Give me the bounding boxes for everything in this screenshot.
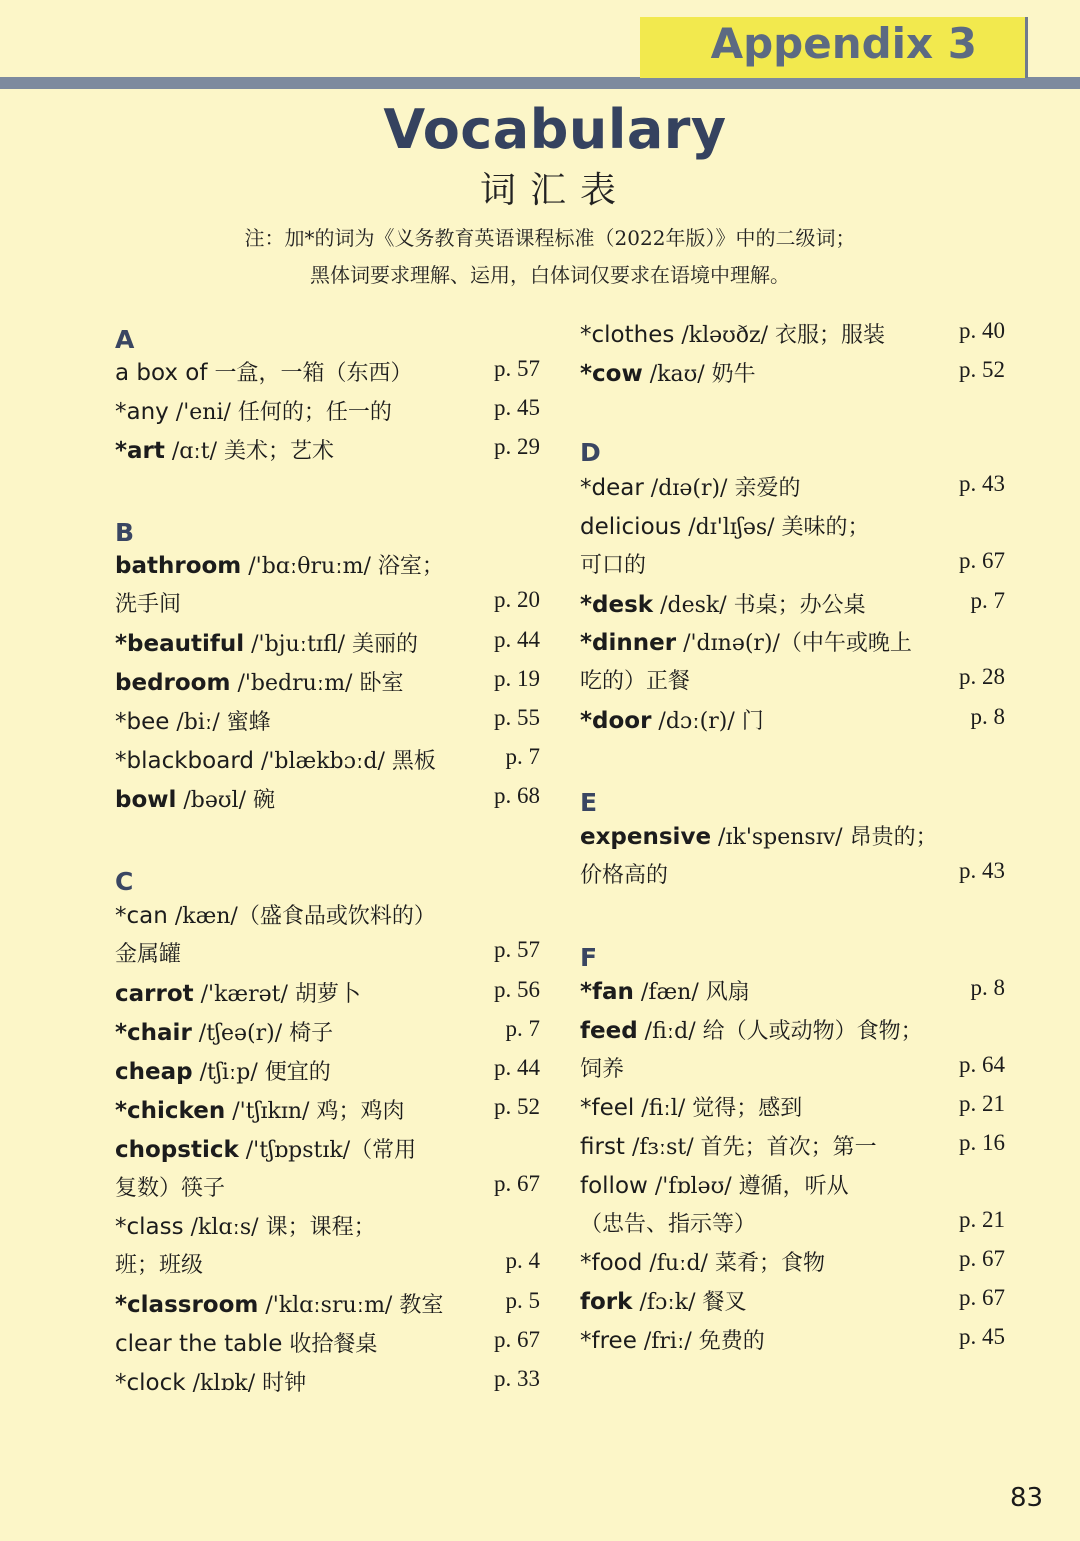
- entry-word: cheap: [115, 1059, 193, 1085]
- entry-line: [580, 820, 1005, 851]
- entry-page-ref: p. 8: [970, 704, 1005, 729]
- entry-definition: /fuːd/ 菜肴；食物: [642, 1251, 825, 1276]
- entry-word: bathroom: [115, 553, 242, 579]
- entry-definition: /'bedruːm/ 卧室: [230, 671, 404, 696]
- entry-definition: /desk/ 书桌；办公桌: [653, 593, 866, 618]
- entry-definition: /kæn/（盛食品或饮料的）: [167, 904, 436, 929]
- entry-page-ref: p. 16: [959, 1130, 1005, 1155]
- entry-line: [115, 744, 540, 775]
- appendix-label: Appendix 3: [710, 19, 977, 68]
- vocab-entry: [115, 1133, 540, 1201]
- entry-definition: /'eni/ 任何的；任一的: [168, 400, 392, 425]
- entry-line: [580, 1285, 1005, 1316]
- entry-word: bedroom: [115, 670, 231, 696]
- entry-line: [115, 1210, 540, 1241]
- vocab-entry: [580, 357, 1005, 393]
- entry-line: [115, 666, 540, 697]
- entry-line: [580, 1130, 1005, 1161]
- entry-definition: /ɑːt/ 美术；艺术: [164, 439, 335, 464]
- entry-page-ref: p. 20: [494, 587, 540, 612]
- entry-page-ref: p. 28: [959, 664, 1005, 689]
- entry-page-ref: p. 7: [505, 744, 540, 769]
- entry-page-ref: p. 67: [959, 1246, 1005, 1271]
- header-rule: [0, 77, 1080, 89]
- entry-definition: /fɔːk/ 餐叉: [632, 1290, 747, 1315]
- entry-definition: 收拾餐桌: [282, 1332, 378, 1357]
- entry-line: [115, 1133, 540, 1164]
- entry-word: *dinner: [580, 630, 677, 656]
- entry-word: *food: [580, 1250, 643, 1276]
- vocab-entry: [580, 820, 1005, 888]
- entry-definition: /dɪ'lɪʃəs/ 美味的；: [681, 515, 870, 540]
- entry-definition: /'bjuːtɪfl/ 美丽的: [244, 632, 419, 657]
- entry-page-ref: p. 43: [959, 471, 1005, 496]
- entry-definition: /kləʊðz/ 衣服；服装: [674, 323, 886, 348]
- section-letter: D: [580, 438, 601, 467]
- entry-page-ref: p. 8: [970, 975, 1005, 1000]
- vocab-entry: [115, 356, 540, 392]
- entry-line: [580, 510, 1005, 541]
- entry-page-ref: p. 21: [959, 1207, 1005, 1232]
- entry-page-ref: p. 45: [959, 1324, 1005, 1349]
- vocab-entry: [580, 1169, 1005, 1237]
- vocab-entry: [580, 1324, 1005, 1360]
- entry-line: [580, 1169, 1005, 1200]
- entry-line: [115, 705, 540, 736]
- entry-page-ref: p. 57: [494, 937, 540, 962]
- entry-definition: /biː/ 蜜蜂: [169, 710, 271, 735]
- entry-page-ref: p. 44: [494, 627, 540, 652]
- entry-page-ref: p. 45: [494, 395, 540, 420]
- entry-page-ref: p. 68: [494, 783, 540, 808]
- entry-definition: 一盒，一箱（东西）: [207, 361, 413, 386]
- entry-page-ref: p. 52: [959, 357, 1005, 382]
- entry-definition: /'kærət/ 胡萝卜: [193, 982, 361, 1007]
- entry-line: [115, 395, 540, 426]
- entry-page-ref: p. 67: [494, 1171, 540, 1196]
- entry-word: *chair: [115, 1020, 192, 1046]
- vocab-entry: [580, 1130, 1005, 1166]
- entry-line: [580, 471, 1005, 502]
- section-letter: A: [115, 325, 135, 354]
- entry-definition: /dɪə(r)/ 亲爱的: [643, 476, 801, 501]
- entry-line: [580, 1324, 1005, 1355]
- entry-line: [580, 975, 1005, 1006]
- entry-definition: /fæn/ 风扇: [633, 980, 750, 1005]
- entry-word: *door: [580, 708, 652, 734]
- entry-page-ref: p. 21: [959, 1091, 1005, 1116]
- entry-page-ref: p. 44: [494, 1055, 540, 1080]
- entry-definition: /'blækbɔːd/ 黑板: [253, 749, 436, 774]
- entry-definition-continued: 班；班级: [115, 1253, 204, 1278]
- vocab-entry: [580, 471, 1005, 507]
- entry-word: delicious: [580, 514, 682, 540]
- entry-page-ref: p. 64: [959, 1052, 1005, 1077]
- entry-word: *any: [115, 399, 169, 425]
- entry-definition-continued: 吃的）正餐: [580, 669, 691, 694]
- vocab-entry: [580, 1091, 1005, 1127]
- entry-word: expensive: [580, 824, 712, 850]
- vocab-entry: [580, 510, 1005, 578]
- entry-word: carrot: [115, 981, 194, 1007]
- entry-word: *free: [580, 1328, 637, 1354]
- entry-word: *desk: [580, 592, 654, 618]
- entry-definition: /'tʃɒpstɪk/（常用: [238, 1138, 417, 1163]
- entry-word: *bee: [115, 709, 170, 735]
- vocab-entry: [115, 783, 540, 819]
- entry-page-ref: p. 5: [505, 1288, 540, 1313]
- entry-line: [115, 1288, 540, 1319]
- vocab-entry: [580, 1285, 1005, 1321]
- vocab-entry: [580, 1014, 1005, 1082]
- entry-definition: /bəʊl/ 碗: [176, 788, 275, 813]
- vocab-entry: [115, 1094, 540, 1130]
- entry-page-ref: p. 67: [959, 1285, 1005, 1310]
- entry-word: *beautiful: [115, 631, 245, 657]
- entry-definition-continued: 可口的: [580, 553, 647, 578]
- vocab-entry: [115, 395, 540, 431]
- entry-word: *classroom: [115, 1292, 259, 1318]
- entry-line: [580, 318, 1005, 349]
- entry-definition-continued: 价格高的: [580, 863, 669, 888]
- entry-definition: /dɔː(r)/ 门: [651, 709, 764, 734]
- entry-word: *fan: [580, 979, 634, 1005]
- section-letter: F: [580, 943, 598, 972]
- entry-word: first: [580, 1134, 625, 1160]
- entry-page-ref: p. 52: [494, 1094, 540, 1119]
- entry-definition: /tʃeə(r)/ 椅子: [191, 1021, 334, 1046]
- vocab-entry: [115, 1055, 540, 1091]
- entry-definition: /kaʊ/ 奶牛: [642, 362, 756, 387]
- entry-word: follow: [580, 1173, 648, 1199]
- entry-line: [580, 1091, 1005, 1122]
- vocab-entry: [115, 1327, 540, 1363]
- entry-page-ref: p. 4: [505, 1248, 540, 1273]
- section-letter: E: [580, 788, 598, 817]
- vocab-entry: [115, 666, 540, 702]
- entry-definition-continued: 洗手间: [115, 592, 182, 617]
- entry-definition: /fiːl/ 觉得；感到: [634, 1096, 803, 1121]
- entry-line: [115, 434, 540, 465]
- appendix-tab: [640, 17, 1025, 78]
- entry-line: [580, 1246, 1005, 1277]
- entry-line: [115, 977, 540, 1008]
- vocab-entry: [115, 744, 540, 780]
- entry-line: [115, 1366, 540, 1397]
- entry-page-ref: p. 29: [494, 434, 540, 459]
- entry-word: bowl: [115, 787, 177, 813]
- entry-definition: /'fɒləʊ/ 遵循，听从: [647, 1174, 849, 1199]
- entry-definition: /'klɑːsruːm/ 教室: [258, 1293, 444, 1318]
- vocab-entry: [115, 977, 540, 1013]
- entry-page-ref: p. 67: [494, 1327, 540, 1352]
- page-title: Vocabulary: [383, 98, 727, 161]
- vocab-entry: [115, 1016, 540, 1052]
- entry-definition-continued: 复数）筷子: [115, 1176, 226, 1201]
- entry-page-ref: p. 7: [505, 1016, 540, 1041]
- entry-word: *feel: [580, 1095, 635, 1121]
- vocab-entry: [115, 705, 540, 741]
- vocab-entry: [580, 318, 1005, 354]
- vocab-entry: [580, 588, 1005, 624]
- entry-page-ref: p. 7: [970, 588, 1005, 613]
- vocab-entry: [115, 627, 540, 663]
- vocab-entry: [580, 1246, 1005, 1282]
- entry-page-ref: p. 55: [494, 705, 540, 730]
- entry-line: [115, 356, 540, 387]
- entry-line: [580, 626, 1005, 657]
- entry-page-ref: p. 67: [959, 548, 1005, 573]
- entry-line: [115, 1055, 540, 1086]
- page-subtitle: 词汇表: [479, 170, 630, 211]
- entry-word: clear the table: [115, 1331, 283, 1357]
- entry-page-ref: p. 43: [959, 858, 1005, 883]
- entry-definition: /'tʃɪkɪn/ 鸡；鸡肉: [225, 1099, 405, 1124]
- entry-word: *blackboard: [115, 748, 254, 774]
- vocab-entry: [580, 626, 1005, 694]
- entry-word: *can: [115, 903, 168, 929]
- entry-definition-continued: 饲养: [580, 1057, 625, 1082]
- entry-word: *chicken: [115, 1098, 226, 1124]
- vocab-entry: [115, 1366, 540, 1402]
- entry-definition: /ɪk'spensɪv/ 昂贵的；: [711, 825, 938, 850]
- entry-word: *clothes: [580, 322, 675, 348]
- entry-line: [115, 1327, 540, 1358]
- entry-definition-continued: （忠告、指示等）: [580, 1212, 757, 1237]
- section-letter: C: [115, 867, 134, 896]
- entry-line: [115, 627, 540, 658]
- entry-line: [115, 549, 540, 580]
- entry-line: [115, 1094, 540, 1125]
- entry-page-ref: p. 33: [494, 1366, 540, 1391]
- entry-word: feed: [580, 1018, 638, 1044]
- vocab-entry: [115, 1288, 540, 1324]
- entry-definition: /'bɑːθruːm/ 浴室；: [241, 554, 444, 579]
- entry-line: [580, 704, 1005, 735]
- entry-definition: /fɜːst/ 首先；首次；第一: [624, 1135, 877, 1160]
- entry-definition: /fiːd/ 给（人或动物）食物；: [637, 1019, 923, 1044]
- page-number: 83: [1010, 1483, 1044, 1513]
- vocab-entry: [115, 549, 540, 617]
- entry-line: [580, 1014, 1005, 1045]
- entry-line: [115, 783, 540, 814]
- entry-definition: /klɒk/ 时钟: [185, 1371, 307, 1396]
- entry-line: [580, 588, 1005, 619]
- entry-line: [115, 899, 540, 930]
- entry-page-ref: p. 56: [494, 977, 540, 1002]
- entry-word: *clock: [115, 1370, 186, 1396]
- entry-line: [115, 1016, 540, 1047]
- entry-word: fork: [580, 1289, 633, 1315]
- entry-definition: /klɑːs/ 课；课程；: [183, 1215, 376, 1240]
- entry-page-ref: p. 19: [494, 666, 540, 691]
- entry-word: *art: [115, 438, 165, 464]
- entry-line: [580, 357, 1005, 388]
- entry-definition-continued: 金属罐: [115, 942, 182, 967]
- note-line-2: 黑体词要求理解、运用，白体词仅要求在语境中理解。: [310, 263, 790, 287]
- entry-word: *class: [115, 1214, 184, 1240]
- vocab-entry: [115, 434, 540, 470]
- vocab-entry: [580, 975, 1005, 1011]
- entry-word: chopstick: [115, 1137, 239, 1163]
- entry-word: *cow: [580, 361, 643, 387]
- entry-page-ref: p. 57: [494, 356, 540, 381]
- vocab-entry: [115, 899, 540, 967]
- entry-definition: /friː/ 免费的: [636, 1329, 765, 1354]
- entry-word: a box of: [115, 360, 208, 386]
- entry-page-ref: p. 40: [959, 318, 1005, 343]
- note-line-1: 注：加*的词为《义务教育英语课程标准（2022年版）》中的二级词；: [244, 226, 856, 250]
- section-letter: B: [115, 518, 135, 547]
- entry-word: *dear: [580, 475, 644, 501]
- entry-definition: /tʃiːp/ 便宜的: [192, 1060, 331, 1085]
- entry-definition: /'dɪnə(r)/（中午或晚上: [676, 631, 912, 656]
- vocab-entry: [115, 1210, 540, 1278]
- vocab-entry: [580, 704, 1005, 740]
